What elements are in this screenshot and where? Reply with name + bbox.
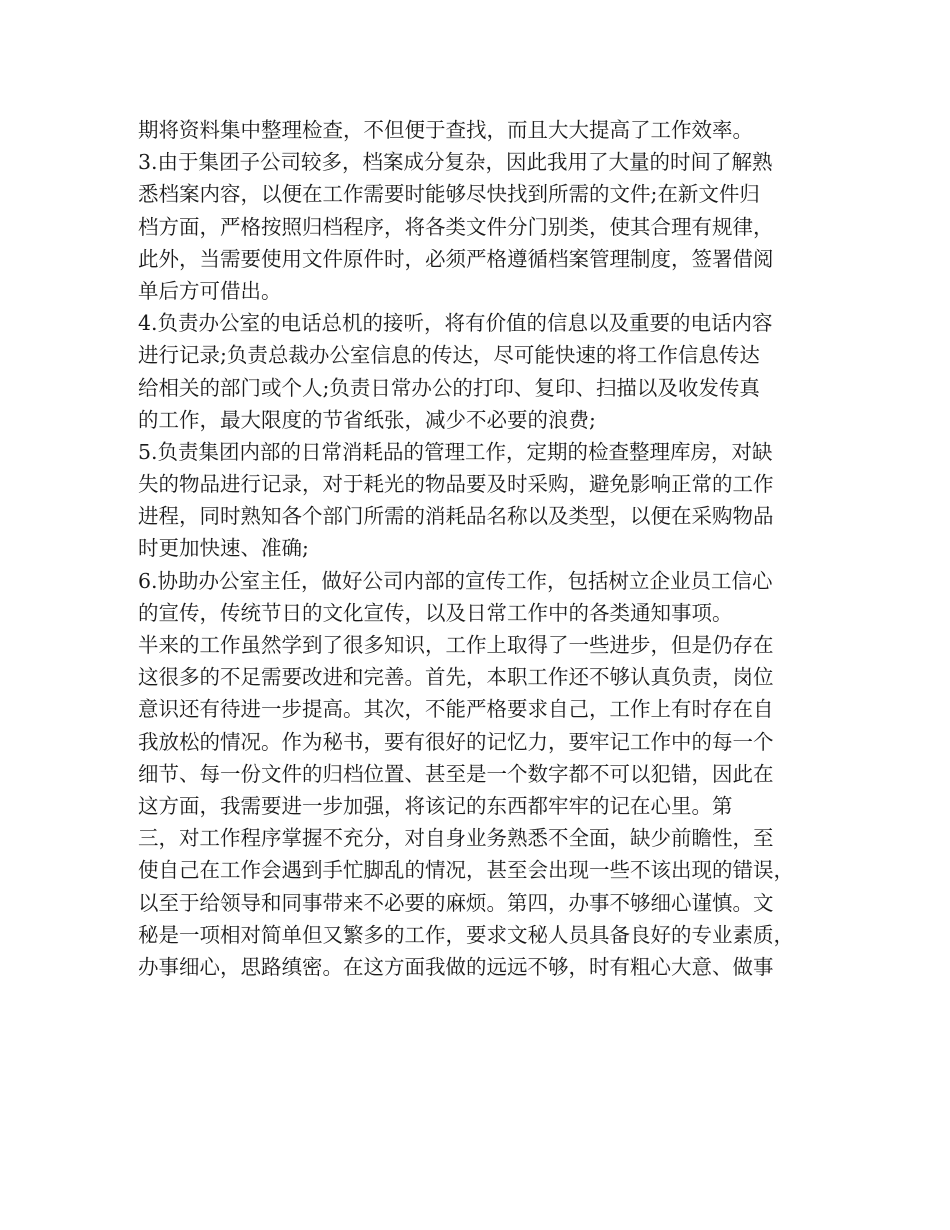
document-body bbox=[138, 114, 828, 983]
text-line: 的工作，最大限度的节省纸张，减少不必要的浪费; bbox=[138, 407, 596, 432]
text-line: 5.负责集团内部的日常消耗品的管理工作，定期的检查整理库房，对缺 bbox=[138, 439, 773, 464]
text-line: 给相关的部门或个人;负责日常办公的打印、复印、扫描以及收发传真 bbox=[138, 375, 760, 400]
text-line: 办事细心，思路缜密。在这方面我做的远远不够，时有粗心大意、做事 bbox=[138, 954, 774, 979]
text-line: 半来的工作虽然学到了很多知识，工作上取得了一些进步，但是仍存在 bbox=[138, 633, 774, 657]
text-line: 进行记录;负责总裁办公室信息的传达，尽可能快速的将工作信息传达 bbox=[138, 343, 760, 368]
text-line: 6.协助办公室主任，做好公司内部的宣传工作，包括树立企业员工信心 bbox=[138, 568, 773, 593]
text-line: 单后方可借出。 bbox=[138, 278, 282, 303]
text-line: 期将资料集中整理检查，不但便于查找，而且大大提高了工作效率。 bbox=[138, 118, 753, 142]
text-line: 时更加快速、准确; bbox=[138, 536, 309, 561]
text-line: 这很多的不足需要改进和完善。首先，本职工作还不够认真负责，岗位 bbox=[138, 665, 774, 690]
text-line: 三，对工作程序掌握不充分，对自身业务熟悉不全面，缺少前瞻性，至 bbox=[138, 826, 774, 851]
text-line: 意识还有待进一步提高。其次，不能严格要求自己，工作上有时存在自 bbox=[138, 697, 774, 722]
text-line: 档方面，严格按照归档程序，将各类文件分门别类，使其合理有规律， bbox=[138, 214, 774, 239]
text-line: 此外，当需要使用文件原件时，必须严格遵循档案管理制度，签署借阅 bbox=[138, 246, 774, 271]
text-line: 秘是一项相对简单但又繁多的工作，要求文秘人员具备良好的专业素质， bbox=[138, 922, 794, 947]
text-line: 以至于给领导和同事带来不必要的麻烦。第四，办事不够细心谨慎。文 bbox=[138, 890, 774, 915]
text-line: 这方面，我需要进一步加强，将该记的东西都牢牢的记在心里。第 bbox=[138, 793, 733, 818]
text-line: 失的物品进行记录，对于耗光的物品要及时采购，避免影响正常的工作 bbox=[138, 472, 774, 497]
text-line: 悉档案内容，以便在工作需要时能够尽快找到所需的文件;在新文件归 bbox=[138, 182, 760, 207]
text-line: 的宣传，传统节日的文化宣传，以及日常工作中的各类通知事项。 bbox=[138, 600, 733, 625]
text-line: 我放松的情况。作为秘书，要有很好的记忆力，要牢记工作中的每一个 bbox=[138, 729, 774, 754]
text-line: 进程，同时熟知各个部门所需的消耗品名称以及类型，以便在采购物品 bbox=[138, 504, 774, 529]
text-line: 细节、每一份文件的归档位置、甚至是一个数字都不可以犯错，因此在 bbox=[138, 761, 774, 786]
text-line: 4.负责办公室的电话总机的接听，将有价值的信息以及重要的电话内容 bbox=[138, 311, 773, 336]
text-line: 3.由于集团子公司较多，档案成分复杂，因此我用了大量的时间了解熟 bbox=[138, 150, 773, 175]
text-line: 使自己在工作会遇到手忙脚乱的情况，甚至会出现一些不该出现的错误， bbox=[138, 858, 794, 883]
